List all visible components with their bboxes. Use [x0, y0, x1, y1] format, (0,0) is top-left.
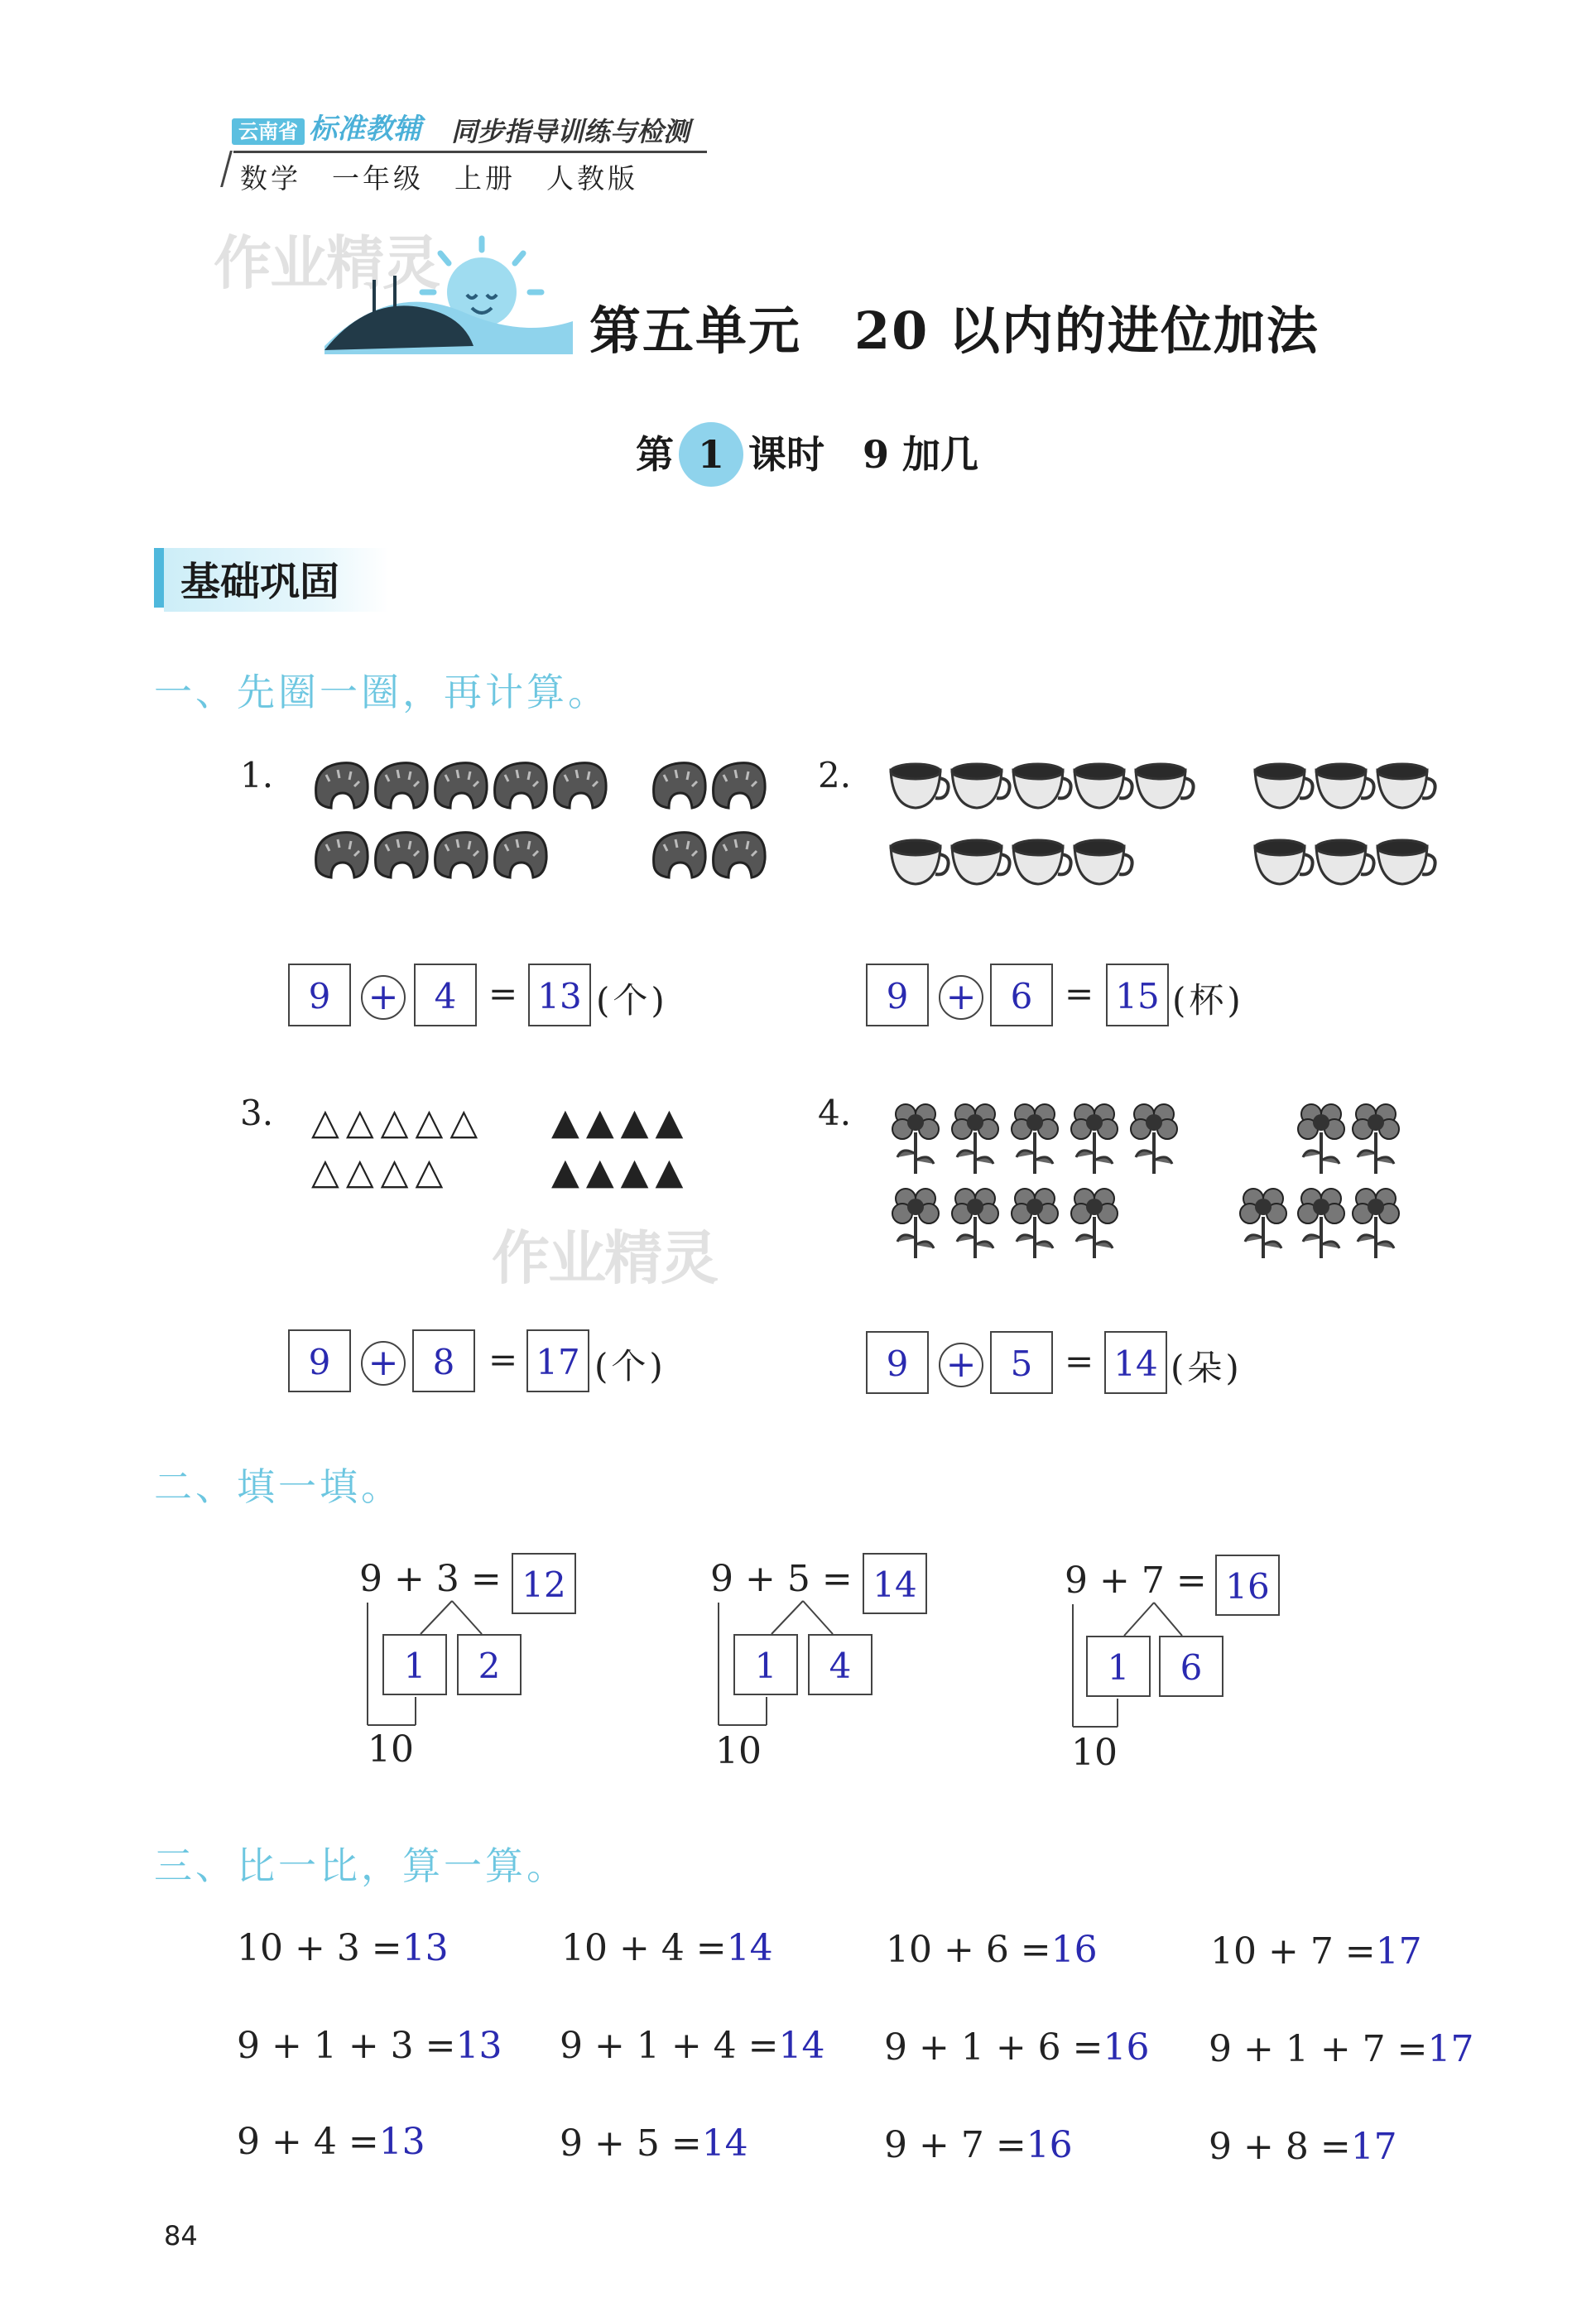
q1-item4-number: 4.	[818, 1093, 852, 1133]
q3-answer[interactable]: 17	[1350, 2126, 1397, 2168]
coffee-cup-icon	[891, 764, 1435, 884]
croissant-icon	[316, 763, 766, 877]
q2-title: 二、填一填。	[154, 1464, 402, 1509]
header-rule-slash	[220, 151, 233, 187]
q1-item1-result[interactable]: 13	[528, 964, 591, 1026]
q1-item3-equals: =	[488, 1339, 518, 1380]
q3-answer[interactable]: 17	[1375, 1930, 1422, 1973]
q3-expr: 10 + 3 =	[237, 1927, 402, 1969]
q2-item2-split-b[interactable]: 4	[808, 1634, 873, 1695]
triangle-row-filled-1: ▲▲▲▲	[551, 1101, 690, 1143]
page-number: 84	[164, 2220, 198, 2252]
q1-item3-number: 3.	[240, 1093, 274, 1133]
q1-item4-addend-b[interactable]: 5	[990, 1331, 1053, 1394]
q3-expr: 9 + 4 =	[237, 2121, 379, 2163]
q2-item2-ten: 10	[715, 1730, 762, 1772]
q1-item3-addend-b[interactable]: 8	[412, 1329, 475, 1392]
watermark: 作业精灵	[214, 229, 439, 297]
q3-expr: 10 + 4 =	[561, 1927, 727, 1969]
q3-calc	[886, 1929, 1098, 1971]
q1-title: 一、先圈一圈，再计算。	[154, 670, 609, 714]
q2-item3-result[interactable]: 16	[1215, 1555, 1280, 1616]
q3-calc	[1209, 2126, 1397, 2168]
q2-item3-split-a[interactable]: 1	[1086, 1636, 1151, 1697]
q3-answer[interactable]: 16	[1103, 2026, 1150, 2069]
watermark-2: 作业精灵	[492, 1224, 717, 1292]
q1-item4-unit: (朵)	[1171, 1348, 1243, 1388]
lesson-number: 1	[679, 422, 743, 487]
q3-expr: 9 + 1 + 6 =	[884, 2026, 1103, 2069]
q3-calc	[561, 1927, 773, 1969]
coffee-cup-group	[889, 762, 1444, 902]
q2-item1-result[interactable]: 12	[512, 1553, 576, 1614]
q2-item3-ten: 10	[1071, 1732, 1118, 1774]
q3-expr: 9 + 1 + 3 =	[237, 2025, 456, 2067]
q3-calc	[237, 1927, 449, 1969]
q1-item3-result[interactable]: 17	[526, 1329, 589, 1392]
q1-item1-operator[interactable]: +	[361, 975, 406, 1020]
q3-calc	[884, 2124, 1073, 2166]
sun-hill-illustration	[324, 230, 581, 354]
q3-calc	[237, 2121, 425, 2163]
q3-expr: 9 + 5 =	[560, 2122, 702, 2165]
q1-item1-addend-b[interactable]: 4	[414, 964, 477, 1026]
q3-expr: 9 + 1 + 7 =	[1209, 2028, 1428, 2070]
series-title: 同步指导训练与检测	[451, 116, 690, 147]
q2-item1-expression: 9 + 3 =	[359, 1558, 502, 1600]
q1-item1-equals: =	[488, 973, 518, 1014]
q1-item2-number: 2.	[818, 755, 852, 795]
q2-item3-split-b[interactable]: 6	[1159, 1636, 1223, 1697]
q2-item2-expression: 9 + 5 =	[710, 1558, 853, 1600]
flower-icon	[892, 1104, 1399, 1258]
q1-item2-addend-a[interactable]: 9	[866, 964, 929, 1026]
q3-expr: 9 + 1 + 4 =	[560, 2025, 779, 2067]
q2-item3-expression: 9 + 7 =	[1065, 1560, 1207, 1602]
q2-item2-split-a[interactable]: 1	[733, 1634, 798, 1695]
q3-calc	[560, 2025, 825, 2067]
q3-answer[interactable]: 16	[1026, 2124, 1073, 2166]
q1-item1-addend-a[interactable]: 9	[288, 964, 351, 1026]
q1-item4-addend-a[interactable]: 9	[866, 1331, 929, 1394]
q3-answer[interactable]: 16	[1050, 1929, 1098, 1971]
triangle-row-filled-2: ▲▲▲▲	[551, 1151, 690, 1193]
q3-title: 三、比一比，算一算。	[154, 1843, 568, 1888]
q3-calc	[237, 2025, 502, 2067]
q3-answer[interactable]: 14	[726, 1927, 773, 1969]
triangle-row-open-1: △△△△△	[311, 1101, 485, 1143]
lesson-prefix: 第	[636, 432, 674, 477]
unit-title: 第五单元 20 以内的进位加法	[589, 300, 1320, 361]
lesson-suffix: 课时 9 加几	[748, 432, 979, 477]
q3-answer[interactable]: 13	[378, 2121, 425, 2163]
brand-name: 标准教辅	[309, 113, 422, 146]
brand	[232, 106, 421, 147]
q3-expr: 10 + 6 =	[886, 1929, 1051, 1971]
q1-item1-number: 1.	[240, 755, 274, 795]
q1-item2-result[interactable]: 15	[1106, 964, 1169, 1026]
q2-item1-split-b[interactable]: 2	[457, 1634, 522, 1695]
q1-item3-operator[interactable]: +	[361, 1341, 406, 1386]
q2-item2-result[interactable]: 14	[863, 1553, 927, 1614]
q3-answer[interactable]: 13	[455, 2025, 502, 2067]
q3-calc	[884, 2026, 1150, 2069]
q3-calc	[560, 2122, 748, 2165]
croissant-group	[313, 760, 776, 901]
q3-expr: 9 + 7 =	[884, 2124, 1026, 2166]
q3-answer[interactable]: 17	[1427, 2028, 1474, 2070]
q1-item4-equals: =	[1065, 1341, 1094, 1382]
q1-item1-unit: (个)	[596, 980, 668, 1021]
q1-item2-equals: =	[1065, 973, 1094, 1014]
q3-expr: 10 + 7 =	[1210, 1930, 1376, 1973]
section-title: 基础巩固	[164, 548, 389, 612]
q1-item2-operator[interactable]: +	[939, 975, 983, 1020]
q3-calc	[1209, 2028, 1474, 2070]
brand-badge: 云南省	[232, 118, 305, 145]
flower-group	[889, 1099, 1419, 1265]
q1-item3-addend-a[interactable]: 9	[288, 1329, 351, 1392]
section-bar	[154, 548, 164, 608]
q1-item4-operator[interactable]: +	[939, 1343, 983, 1387]
q3-answer[interactable]: 13	[401, 1927, 449, 1969]
lesson-title	[636, 422, 978, 487]
q3-expr: 9 + 8 =	[1209, 2126, 1351, 2168]
q2-item1-split-a[interactable]: 1	[382, 1634, 447, 1695]
q1-item3-unit: (个)	[594, 1346, 666, 1387]
q3-calc	[1210, 1930, 1422, 1973]
q1-item4-result[interactable]: 14	[1104, 1331, 1167, 1394]
q3-answer[interactable]: 14	[701, 2122, 748, 2165]
book-meta: 数学 一年级 上册 人教版	[240, 162, 638, 195]
q1-item2-unit: (杯)	[1172, 980, 1244, 1021]
q3-answer[interactable]: 14	[778, 2025, 825, 2067]
q2-item1-ten: 10	[368, 1728, 414, 1771]
q1-item2-addend-b[interactable]: 6	[990, 964, 1053, 1026]
triangle-row-open-2: △△△△	[311, 1151, 450, 1193]
header-rule	[233, 151, 707, 153]
